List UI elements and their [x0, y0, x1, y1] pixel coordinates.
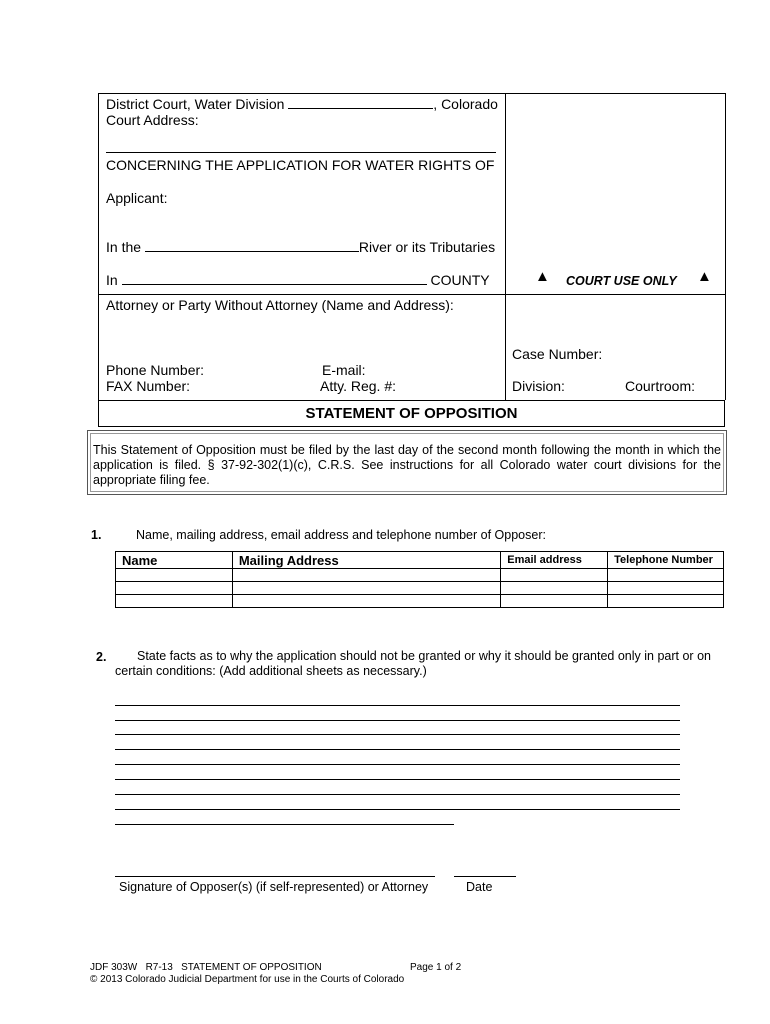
applicant-label: Applicant:	[106, 190, 168, 206]
signature-line[interactable]	[115, 876, 435, 877]
division-label: Division:	[512, 378, 565, 394]
name-cell[interactable]	[116, 582, 233, 595]
mailing-address-cell[interactable]	[232, 595, 500, 608]
facts-line[interactable]	[115, 794, 680, 795]
facts-line[interactable]	[115, 779, 680, 780]
court-address-field[interactable]	[106, 152, 496, 153]
water-division-field[interactable]	[288, 96, 433, 109]
column-header-telephone: Telephone Number	[608, 552, 724, 569]
column-header-name: Name	[116, 552, 233, 569]
court-suffix: , Colorado	[433, 96, 498, 112]
notice-text: This Statement of Opposition must be filed by the last day of the second month following the month in which the application is filed. § 37-92-302(1)(c), C.R.S. See instructions for all Colorado water court divisions for the appropriate filing fee.	[90, 433, 724, 492]
telephone-cell[interactable]	[608, 569, 724, 582]
footer-form-id: JDF 303W R7-13 STATEMENT OF OPPOSITION	[90, 962, 322, 973]
court-address-label: Court Address:	[106, 112, 199, 128]
table-row	[116, 595, 724, 608]
document-title	[98, 400, 725, 427]
arrow-up-icon: ▲	[535, 268, 550, 285]
river-name-field[interactable]	[145, 239, 359, 252]
attorney-label: Attorney or Party Without Attorney (Name and Address):	[106, 297, 454, 313]
county-name-field[interactable]	[122, 272, 427, 285]
date-label: Date	[466, 880, 493, 894]
county-line	[106, 272, 490, 288]
telephone-cell[interactable]	[608, 595, 724, 608]
case-number-label: Case Number:	[512, 346, 603, 362]
date-line[interactable]	[454, 876, 516, 877]
facts-line[interactable]	[115, 764, 680, 765]
notice-box	[87, 430, 727, 495]
caption-top-border	[98, 93, 725, 94]
document-title-text: STATEMENT OF OPPOSITION	[305, 405, 518, 422]
email-cell[interactable]	[501, 582, 608, 595]
arrow-up-icon: ▲	[697, 268, 712, 285]
caption-mid-divider	[98, 294, 725, 295]
mailing-address-cell[interactable]	[232, 582, 500, 595]
name-cell[interactable]	[116, 595, 233, 608]
signature-label: Signature of Opposer(s) (if self-represented) or Attorney	[119, 880, 429, 894]
concerning-text: CONCERNING THE APPLICATION FOR WATER RIGHTS OF	[106, 157, 495, 173]
courtroom-label: Courtroom:	[625, 378, 696, 394]
caption-right-border	[725, 93, 726, 400]
caption-center-divider	[505, 93, 506, 400]
facts-line[interactable]	[115, 734, 680, 735]
telephone-cell[interactable]	[608, 582, 724, 595]
county-label: COUNTY	[430, 272, 490, 288]
opposer-table	[115, 551, 724, 608]
river-label: River or its Tributaries	[358, 239, 496, 255]
phone-label: Phone Number:	[106, 362, 205, 378]
facts-line[interactable]	[115, 809, 680, 810]
table-row	[116, 569, 724, 582]
in-the-label: In the	[106, 239, 142, 255]
facts-line[interactable]	[115, 705, 680, 706]
section2-text: State facts as to why the application should not be granted or why it should be granted only in part or on certain conditions: (Add additional sheets as necessary.)	[115, 649, 711, 678]
footer-copyright: © 2013 Colorado Judicial Department for use in the Courts of Colorado	[90, 974, 405, 985]
column-header-mailing-address: Mailing Address	[232, 552, 500, 569]
in-label: In	[106, 272, 118, 288]
facts-line[interactable]	[115, 824, 454, 825]
email-label: E-mail:	[322, 362, 366, 378]
mailing-address-cell[interactable]	[232, 569, 500, 582]
river-line	[106, 239, 495, 255]
email-cell[interactable]	[501, 569, 608, 582]
column-header-email: Email address	[501, 552, 608, 569]
caption-left-border	[98, 93, 99, 400]
facts-line[interactable]	[115, 749, 680, 750]
section1-text: Name, mailing address, email address and telephone number of Opposer:	[136, 528, 546, 542]
atty-reg-label: Atty. Reg. #:	[320, 378, 396, 394]
footer-page-number: Page 1 of 2	[410, 962, 462, 973]
email-cell[interactable]	[501, 595, 608, 608]
court-prefix: District Court, Water Division	[106, 96, 285, 112]
name-cell[interactable]	[116, 569, 233, 582]
court-use-only: COURT USE ONLY	[566, 274, 677, 288]
section2-number: 2.	[96, 650, 107, 664]
court-line	[106, 96, 498, 112]
section1-number: 1.	[91, 528, 102, 542]
table-row	[116, 582, 724, 595]
fax-label: FAX Number:	[106, 378, 191, 394]
facts-line[interactable]	[115, 720, 680, 721]
table-header-row	[116, 552, 724, 569]
